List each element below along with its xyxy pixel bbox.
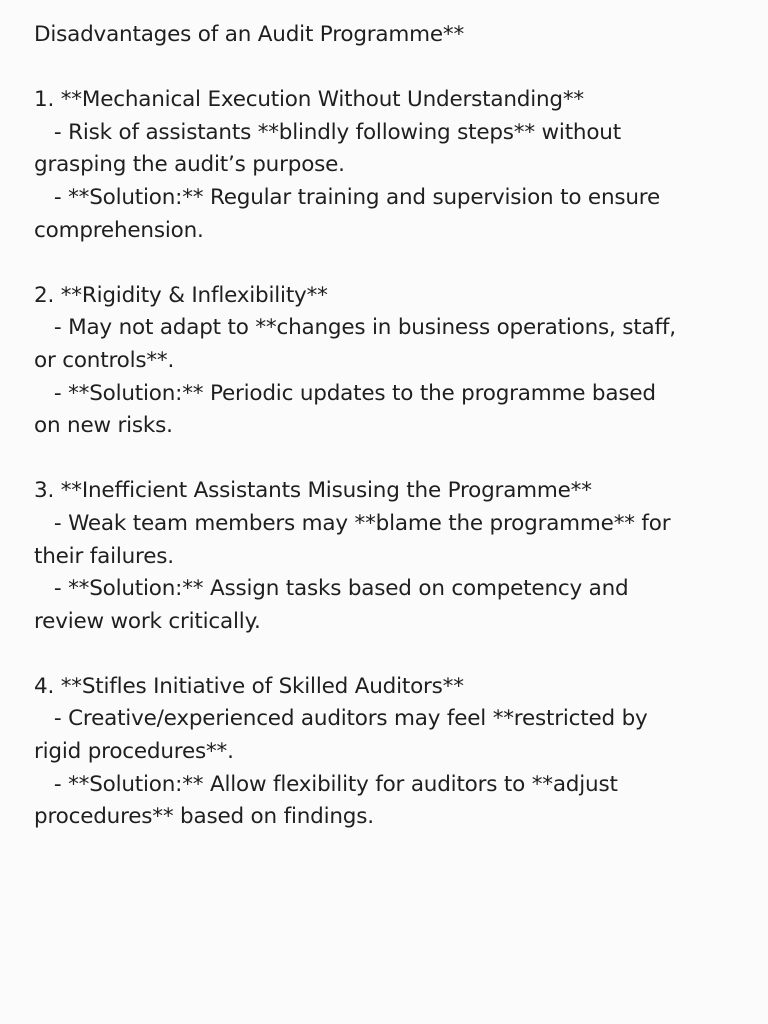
- section-2: [34, 280, 748, 443]
- section-heading: 1. **Mechanical Execution Without Understanding**: [34, 87, 584, 113]
- section-3: [34, 475, 748, 638]
- section-heading: 4. **Stifles Initiative of Skilled Auditors**: [34, 673, 464, 699]
- section-line: their failures.: [34, 543, 174, 569]
- section-line: - **Solution:** Periodic updates to the programme based: [34, 380, 656, 406]
- section-line: or controls**.: [34, 347, 175, 373]
- section-4: [34, 671, 748, 834]
- section-1: [34, 84, 748, 247]
- section-line: comprehension.: [34, 217, 204, 243]
- section-line: - Risk of assistants **blindly following steps** without: [34, 119, 621, 145]
- section-line: on new risks.: [34, 413, 173, 439]
- section-line: - **Solution:** Assign tasks based on competency and: [34, 576, 629, 602]
- section-line: review work critically.: [34, 608, 261, 634]
- section-line: grasping the audit’s purpose.: [34, 152, 345, 178]
- section-line: procedures** based on findings.: [34, 804, 374, 830]
- document-title: Disadvantages of an Audit Programme**: [34, 22, 464, 47]
- section-heading: 3. **Inefficient Assistants Misusing the Programme**: [34, 478, 592, 504]
- section-line: - May not adapt to **changes in business operations, staff,: [34, 315, 676, 341]
- section-line: - Weak team members may **blame the programme** for: [34, 510, 671, 536]
- section-heading: 2. **Rigidity & Inflexibility**: [34, 282, 328, 308]
- section-line: - **Solution:** Allow flexibility for auditors to **adjust: [34, 771, 618, 797]
- section-line: - **Solution:** Regular training and supervision to ensure: [34, 184, 660, 210]
- section-line: rigid procedures**.: [34, 739, 234, 765]
- section-line: - Creative/experienced auditors may feel **restricted by: [34, 706, 648, 732]
